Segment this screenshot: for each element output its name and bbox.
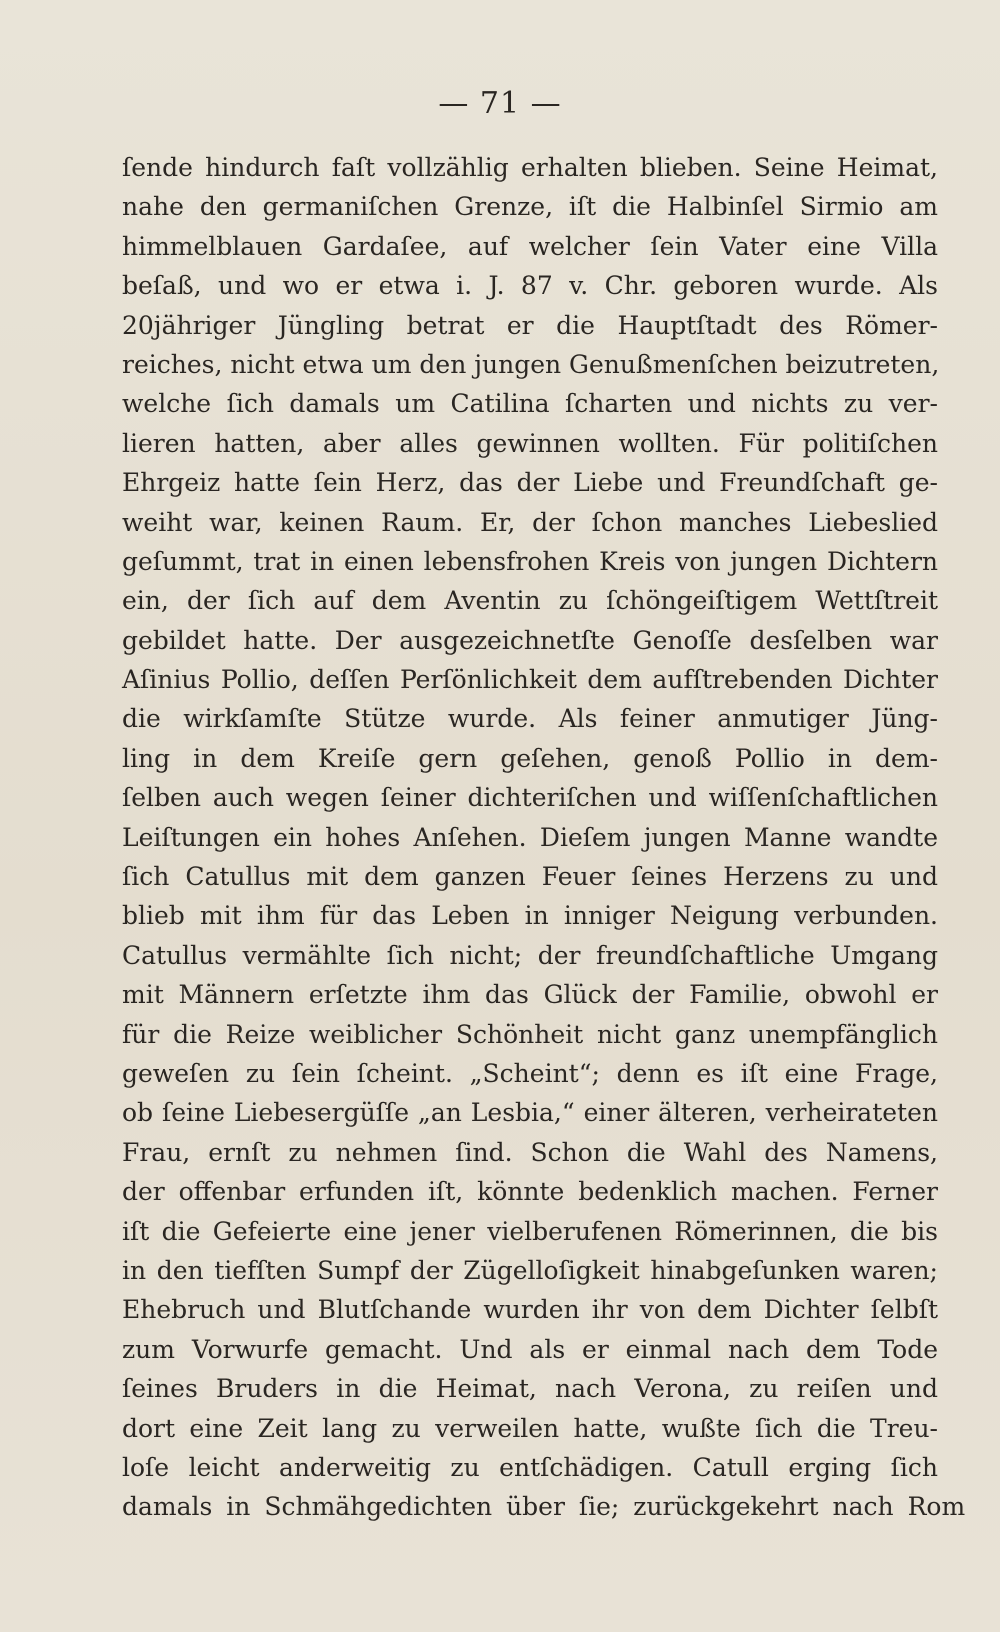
text-line: 20jähriger Jüngling betrat er die Hauptſtadt des Römer- [122,310,938,340]
text-line: zum Vorwurfe gemacht. Und als er einmal nach dem Tode [122,1334,938,1364]
text-line: Ehebruch und Blutſchande wurden ihr von dem Dichter ſelbſt [122,1295,938,1325]
text-line: lieren hatten, aber alles gewinnen wollten. Für politiſchen [122,428,938,458]
text-line: dort eine Zeit lang zu verweilen hatte, wußte ſich die Treu- [122,1413,938,1443]
body-text [122,148,966,1527]
page-number: — 71 — [438,86,562,121]
text-line: ob ſeine Liebesergüſſe „an Lesbia,“ einer älteren, verheirateten [122,1098,938,1128]
text-line: ling in dem Kreiſe gern geſehen, genoß Pollio in dem- [122,743,938,773]
text-line: für die Reize weiblicher Schönheit nicht ganz unempfänglich [122,1019,938,1049]
text-line: ein, der ſich auf dem Aventin zu ſchöngeiſtigem Wettſtreit [122,586,938,616]
text-line: iſt die Gefeierte eine jener vielberufenen Römerinnen, die bis [122,1216,938,1246]
text-line: himmelblauen Gardaſee, auf welcher ſein Vater eine Villa [122,231,938,261]
text-line: weiht war, keinen Raum. Er, der ſchon manches Liebeslied [122,507,938,537]
text-line: beſaß, und wo er etwa i. J. 87 v. Chr. geboren wurde. Als [122,271,938,301]
text-line: damals in Schmähgedichten über ſie; zurückgekehrt nach Rom [122,1492,966,1522]
text-line: mit Männern erſetzte ihm das Glück der Familie, obwohl er [122,980,938,1010]
text-line: ſende hindurch faſt vollzählig erhalten blieben. Seine Heimat, [122,153,938,182]
text-line: nahe den germaniſchen Grenze, iſt die Halbinſel Sirmio am [122,192,938,222]
text-line: Ehrgeiz hatte ſein Herz, das der Liebe und Freundſchaft ge- [122,468,938,498]
text-line: blieb mit ihm für das Leben in inniger Neigung verbunden. [122,901,938,931]
text-line: gebildet hatte. Der ausgezeichnetſte Genoſſe desſelben war [122,625,938,655]
text-line: welche ſich damals um Catilina ſcharten und nichts zu ver- [122,389,938,419]
text-line: ſelben auch wegen ſeiner dichteriſchen und wiſſenſchaftlichen [122,783,938,813]
text-line: reiches, nicht etwa um den jungen Genußmenſchen beizutreten, [122,349,940,379]
text-line: Catullus vermählte ſich nicht; der freundſchaftliche Umgang [122,940,938,970]
text-line: loſe leicht anderweitig zu entſchädigen. Catull erging ſich [122,1452,938,1482]
text-line: ſich Catullus mit dem ganzen Feuer ſeines Herzens zu und [122,862,938,892]
text-line: die wirkſamſte Stütze wurde. Als feiner anmutiger Jüng- [122,704,938,734]
text-line: Aſinius Pollio, deſſen Perſönlichkeit dem aufſtrebenden Dichter [122,665,938,695]
text-line: geweſen zu ſein ſcheint. „Scheint“; denn es iſt eine Frage, [122,1058,938,1088]
text-line: ſeines Bruders in die Heimat, nach Verona, zu reiſen und [122,1374,938,1404]
text-line: geſummt, trat in einen lebensfrohen Kreis von jungen Dichtern [122,546,938,576]
text-line: Frau, ernſt zu nehmen ſind. Schon die Wahl des Namens, [122,1137,938,1167]
text-line: in den tiefſten Sumpf der Zügelloſigkeit hinabgeſunken waren; [122,1255,938,1285]
text-line: Leiſtungen ein hohes Anſehen. Dieſem jungen Manne wandte [122,822,938,852]
text-line: der offenbar erfunden iſt, könnte bedenklich machen. Ferner [122,1177,938,1207]
